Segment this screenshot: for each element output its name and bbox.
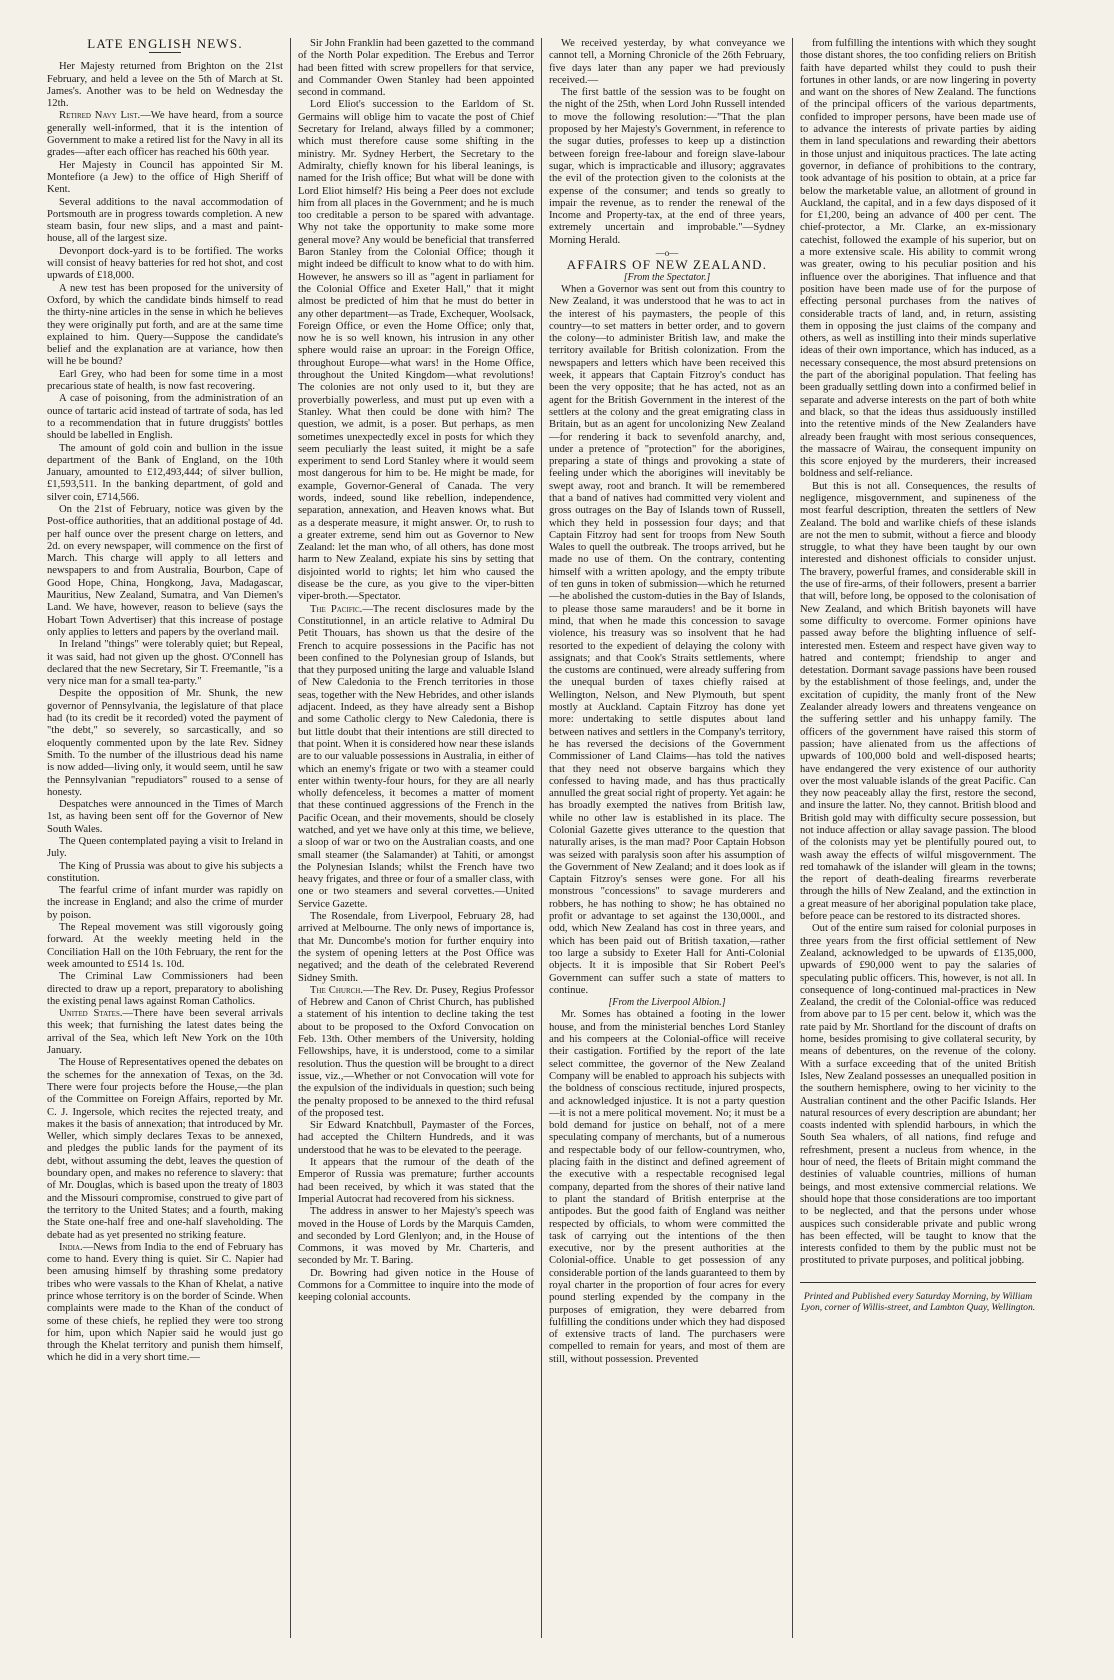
article-paragraph: The amount of gold coin and bullion in the issue department of the Bank of England, on the 10th January, amounted to £12,493,444; of silver bullion, £1,593,511. In the banking department, of gold and silver coin, £714,566. xyxy=(47,442,283,503)
article-paragraph: When a Governor was sent out from this country to New Zealand, it was understood that he was to act in the interest of his paymasters, the people of this country—to set matters in better order, and to govern the colony—to administer British law, and make the territory available for British colonization. From the newspapers and letters which have been received this week, it appears that Captain Fitzroy's conduct has been the very opposite; that he has acted, not as an agent for the British Government in the interest of the settlers at the colony and the great emigrating class in Britain, but as an agent for uncolonizing New Zealand—for rendering it back to sevenfold anarchy, and, under a pretence of "protection" for the aborigines, preparing a state of things and provoking a state of feeling under which the aborigines will inevitably be swept away, root and branch. It will be remembered that a band of natives had committed very violent and gross outrages on the Bay of Islands town of Russell, which they held in possession four days; and that Captain Fitzroy had sent for troops from New South Wales to quell the outbreak. The troops arrived, but he made no use of them. On the contrary, contenting himself with a written apology, and the empty tribute of ten guns in token of submission—which he returned—he abolished the custom-duties in the Bay of Islands, to please those same marauders! and be it borne in mind, that when he made this concession to savage violence, his treasury was so insolvent that he had resorted to the expedient of delaying the colony with assignats; and that Cook's Straits settlements, where the customs are continued, were already suffering from the unequal burden of taxes chiefly raised at Wellington, Nelson, and New Plymouth, but spent mostly at Auckland. Captain Fitzroy has done yet more: undertaking to settle disputes about land between natives and settlers in the Company's territory, he has reversed the decisions of the Government Commissioner of Land Claims—has told the natives that they need not observe bargains which they confessed to having made, and has thus practically annulled the great social right of property. Yet again: he has broadly exempted the natives from British law, while no other law is established in its place. The Colonial Gazette gives utterance to the question that naturally arises, is the man mad? Poor Captain Hobson was seized with paralysis soon after his assumption of the Government of New Zealand; and it does look as if Captain Fitzroy's senses were gone. For all his monstrous "concessions" to savage murderers and robbers, he has nothing to show; he has obtained no profit or advantage to set against the 130,000l., and odd, which New Zealand has cost in three years, and which has been paid out of British taxation,—rather too large a subsidy to Exeter Hall for Anti-Colonial objects. It it is imposible that Sir Robert Peel's Government can suffer such a state of matters to continue. xyxy=(549,283,785,996)
article-paragraph: The address in answer to her Majesty's speech was moved in the House of Lords by the Marquis Camden, and seconded by Lord Glenlyon; and, in the House of Commons, it was moved by Mr. Charteris, and seconded by Mr. T. Baring. xyxy=(298,1206,534,1267)
article-paragraph: Dr. Bowring had given notice in the House of Commons for a Committee to inquire into the mode of keeping colonial accounts. xyxy=(298,1267,534,1304)
article-paragraph: Several additions to the naval accommodation of Portsmouth are in progress towards completion. A new steam basin, four new slips, and a mast and paint-house, all of the largest size. xyxy=(47,196,283,245)
article-paragraph: Out of the entire sum raised for colonial purposes in three years from the first official settlement of New Zealand, acknowledged to be upwards of £135,000, upwards of £90,000 went to pay the salaries of speculating public officers. This, however, is not all. In consequence of long-continued mal-practices in New Zealand, the credit of the Colonial-office was reduced from above par to 15 per cent. below it, which was the rate paid by Mr. Shortland for the discount of drafts on home, besides promising to give collateral security, by means of debentures, on the revenue of the colony. With a surface exceeding that of the united British Isles, New Zealand possesses an unequalled position in the southern hemisphere, owing to her vicinity to the Australian continent and the other Pacific Islands. Her natural resources of every description are abundant; her coasts indented with splendid harbours, in which the South Sea whalers, of all nations, find refuge and refreshment, present a nucleus from whence, in the hour of need, the fleets of Britain might command the destinies of valuable countries, millions of human beings, and most extensive commercial relations. We should hope that those considerations are too important to be neglected, and that the persons under whose auspices such considerable private and public wrong has been effected, will be taught to know that the interests confided to them by the public must not be prostituted to private purposes, and political jobbing. xyxy=(800,923,1036,1267)
section-title: AFFAIRS OF NEW ZEALAND. xyxy=(566,257,768,273)
article-paragraph: Lord Eliot's succession to the Earldom of St. Germains will oblige him to vacate the post of Chief Secretary for Ireland, always filled by a commoner; which must therefore cause some shifting in the ministry. Mr. Sydney Herbert, the Secretary to the Admiralty, chiefly known for his liberal leanings, is named for the Irish office; But what will be done with Lord Eliot himself? His being a Peer does not exclude him from all places in the Government; and he is much too creditable a person to be spared with advantage. Why not take the opportunity to make some more general move? Any would be beneficial that transferred Baron Stanley from the Colonial Office; though it might indeed be difficult to know what to do with him. However, he answers so ill as "agent in parliament for the Colonial Office and Exeter Hall," that it might almost be predicted of him that he must do better in any other department—as Trade, Exchequer, Woolsack, Foreign Office, or even the Home Office; only that, now he is so well known, his intrusion in any other sphere would raise an uproar: in the Foreign Office, throughout Europe—what wars! in the Home Office, throughout the United Kingdom—what revolutions! The colonies are not only used to it, but they are proverbially powerless, and must put up even with a Stanley. What then could be done with him? The question, we admit, is a poser. But perhaps, as men sometimes unexpectedly excel in posts for which they seem peculiarly the least suited, it might be a safe experiment to send Lord Stanley where it would seem most dangerous for him to be. He might be made, for example, Governor-General of Canada. The very words, indeed, sound like rebellion, independence, separation, annexation, and Heaven knows what. But as a desperate measure, it might answer. Or, to rush to a greater extreme, send him out as Governor to New Zealand: let the man who, of all others, has done most harm to New Zealand, expiate his sins by setting that disjointed world to rights; let him who caused the disease be the cure, as you give to the viper-bitten viper-broth.—Spectator. xyxy=(298,99,534,603)
article-paragraph: But this is not all. Consequences, the results of negligence, misgovernment, and supineness of the most fearful description, threaten the settlers of New Zealand. The bold and warlike chiefs of these islands are not the men to submit, without a fierce and bloody struggle, to what they have been taught by our own interested and dishonest officials to consider unjust. The bravery, powerful frames, and considerable skill in the use of fire-arms, of their followers, present a barrier that will, before long, be opposed to the colonisation of New Zealand, and which British bayonets will have some difficulty to overcome. Former opinions have passed away before the blighting influence of self-interested men. Esteem and respect have given way to hatred and contempt; friendship to anger and detestation. Dormant savage passions have been roused by the establishment of those feelings, and, under the excitation of cupidity, the manly front of the New Zealander already lowers and threatens vengeance on the suffering settler and his unhappy family. The officers of the government have raised this storm of passion; have alienated from us the affections of upwards of 100,000 bold and well-disposed hearts; have endangered the very existence of our authority over the most valuable islands of the great Pacific. Can they now peaceably allay the first, restore the second, and insure the latter. No, they cannot. British blood and British gold may with difficulty secure possession, but not induce affection or allay savage passion. The blood of the colonists may yet be plentifully poured out, to wash away the effects of wilful misgovernment. The red tomahawk of the islander will gleam in the towns; the report of death-dealing firearms reverberate through the hills of New Zealand, and the extinction in a great measure of her aboriginal population take place, before peace can be restored to its distracted shores. xyxy=(800,480,1036,923)
article-paragraph: Retired Navy List.—We have heard, from a source generally well-informed, that it is the intention of Government to make a retired list for the Navy in all its grades—after each officer has reached his 60th year. xyxy=(47,110,283,159)
article-paragraph: It appears that the rumour of the death of the Emperor of Russia was premature; further accounts had been received, by which it was stated that the Imperial Autocrat had recovered from his sickness. xyxy=(298,1157,534,1205)
article-paragraph: The Queen contemplated paying a visit to Ireland in July. xyxy=(47,836,283,860)
article-paragraph: Her Majesty in Council has appointed Sir M. Montefiore (a Jew) to the office of High Sheriff of Kent. xyxy=(47,159,283,196)
article-paragraph: The King of Prussia was about to give his subjects a constitution. xyxy=(47,860,283,884)
section-ornament: —o— xyxy=(655,248,679,259)
article-paragraph: Despatches were announced in the Times of March 1st, as having been sent off for the Governor of New South Wales. xyxy=(47,799,283,835)
section-lead: United States. xyxy=(59,1008,123,1020)
article-paragraph: The Rosendale, from Liverpool, February 28, had arrived at Melbourne. The only news of importance is, that Mr. Duncombe's motion for further enquiry into the system of opening letters at the Post Office was negatived; and the death of the celebrated Reverend Sidney Smith. xyxy=(298,911,534,984)
column-2 xyxy=(291,38,541,1638)
section-lead: The Pacific. xyxy=(310,603,363,615)
column-1 xyxy=(40,38,290,1638)
article-paragraph: India.—News from India to the end of February has come to hand. Every thing is quiet. Sir C. Napier had been amusing himself by thrashing some predatory tribes who were vassals to the Khan of Khelat, a native prince whose territory is on the border of Scinde. When complaints were made to the Khan of the conduct of some of these chiefs, he replied they were too strong for him, upon which Napier said he would just go through the Khelat territory and punish them himself, which he did in a very short time.— xyxy=(47,1241,283,1364)
article-paragraph: The Criminal Law Commissioners had been directed to draw up a report, preparatory to abolishing the existing penal laws against Roman Catholics. xyxy=(47,971,283,1007)
article-paragraph: The first battle of the session was to be fought on the night of the 25th, when Lord John Russell intended to move the following resolution:—"That the plan proposed by her Majesty's Government, in reference to the sugar duties, professes to keep up a distinction between foreign free-labour and foreign slave-labour sugar, which is impracticable and illusory; aggravates the evil of the protection given to the colonists at the expense of the consumer; and tends so greatly to impair the revenue, as to render the renewal of the Income and Property-tax, at the end of three years, extremely uncertain and improbable."—Sydney Morning Herald. xyxy=(549,87,785,246)
article-paragraph: Sir John Franklin had been gazetted to the command of the North Polar expedition. The Erebus and Terror had been fitted with screw propellers for that service, and Commander Owen Stanley had been appointed second in command. xyxy=(298,38,534,99)
article-paragraph: A case of poisoning, from the administration of an ounce of tartaric acid instead of tartrate of soda, has led to a recommendation that in future druggists' bottles should be labelled in English. xyxy=(47,393,283,442)
article-paragraph: Sir Edward Knatchbull, Paymaster of the Forces, had accepted the Chiltern Hundreds, and it was understood that he was to be elevated to the peerage. xyxy=(298,1120,534,1156)
article-paragraph: United States.—There have been several arrivals this week; that furnishing the latest dates being the arrival of the Sea, which left New York on the 10th January. xyxy=(47,1008,283,1057)
imprint: Printed and Published every Saturday Morning, by William Lyon, corner of Willis-street, and Lambton Quay, Wellington. xyxy=(800,1282,1036,1314)
source-line: [From the Spectator.] xyxy=(623,271,711,283)
article-paragraph: The House of Representatives opened the debates on the schemes for the annexation of Texas, on the 3d. There were four projects before the House,—the plan of the Committee on Foreign Affairs, reported by Mr. C. J. Ingersole, which recites the rejected treaty, and makes it the basis of annexation; that introduced by Mr. Weller, which simply declares Texas to be annexed, and pledges the public lands for the payment of its debt, without assuming the debt, leaves the question of boundary open, and makes no reference to slavery: that of Mr. Douglas, which is based upon the treaty of 1803 and the Missouri compromise, construed to give part of the territory to the United States; and a fourth, making the State one-half free and one-half slaveholding. The debate had as yet presented no striking feature. xyxy=(47,1057,283,1241)
article-paragraph: A new test has been proposed for the university of Oxford, by which the candidate binds himself to read the thirty-nine articles in the sense in which he believes they were originally put forth, and are at the same time explained to him. Query—Suppose the candidate's belief and the explanation are at variance, how then will he be bound? xyxy=(47,282,283,368)
article-paragraph: We received yesterday, by what conveyance we cannot tell, a Morning Chronicle of the 26th February, five days later than any paper we had previously received.— xyxy=(549,38,785,86)
article-paragraph: Earl Grey, who had been for some time in a most precarious state of health, is now fast recovering. xyxy=(47,368,283,393)
article-paragraph: On the 21st of February, notice was given by the Post-office authorities, that an additional postage of 4d. per half ounce over the present charge on letters, and 2d. on every newspaper, will commence on the first of March. This charge will apply to all letters and newspapers to and from Australia, Bourbon, Cape of Good Hope, China, Hongkong, Java, Madagascar, Mauritius, New Zealand, Sumatra, and Van Diemen's Land. We have, however, reason to believe (says the Hobart Town Advertiser) that this increase of postage only applies to letters and papers by the overland mail. xyxy=(47,503,283,638)
article-paragraph: The fearful crime of infant murder was rapidly on the increase in England; and also the crime of murder by poison. xyxy=(47,885,283,921)
section-lead: India. xyxy=(59,1241,83,1253)
page-title: LATE ENGLISH NEWS. xyxy=(87,38,243,51)
article-paragraph: from fulfilling the intentions with which they sought those distant shores, the too confiding reliers on British faith have departed whilst they could to push their fortunes in other lands, or are now lingering in poverty and want on the shores of New Zealand. The functions of the principal officers of the various departments, confided to improper persons, have been made use of to advance the interests of private parties by aiding them in land speculations and rewarding their abettors in those unjust and iniquitous practices. The late acting governor, in defiance of prohibitions to the contrary, took advantage of his position to obtain, at a price far below the marketable value, an allotment of ground in Auckland, the capital, and in a few days disposed of it for £1,200, being an advance of 400 per cent. The chief-protector, a Mr. Clarke, an ex-missionary catechist, followed the example of his superior, but on a more extensive scale. His ability to commit wrong was greater, owing to his peculiar position and his influence over the aborigines. That influence and that position have been made use of for the purpose of effecting personal purchases from the natives of considerable tracts of land, and, in return, assisting them in opposing the just claims of the company and others, as well as instilling into their minds superlative ideas of their own importance, which has induced, as a necessary consequence, the most absurd pretensions on the part of the aboriginal population. That feeling has been gradually settling down into a confirmed belief in separate and adverse interests on the part of both white and black, so that the ideas thus assiduously instilled into the retentive minds of the New Zealanders have already been fraught with most serious consequences, the massacre of Wairau, the consequent impunity on this score enjoyed by the murderers, their increased boldness and self-reliance. xyxy=(800,38,1036,480)
section-lead: Retired Navy List. xyxy=(59,110,141,122)
section-lead: The Church. xyxy=(310,984,364,996)
source-line: [From the Liverpool Albion.] xyxy=(608,997,726,1009)
article-paragraph: Despite the opposition of Mr. Shunk, the new governor of Pennsylvania, the legislature of that place had (to its credit be it recorded) voted the payment of "the debt," so severely, so sarcastically, and so eloquently commented upon by the late Rev. Sidney Smith. To the number of the illustrious dead his name is now added—living only, it would seem, until he saw the Pennsylvanian "repudiators" roused to a sense of honesty. xyxy=(47,688,283,798)
article-paragraph: The Church.—The Rev. Dr. Pusey, Regius Professor of Hebrew and Canon of Christ Church, has published a statement of his intention to decline taking the test about to be proposed to the Oxford Convocation on Feb. 13th. Other members of the University, holding Fellowships, have, it is understood, come to a similar resolution. Thus the question will be brought to a direct issue, viz.,—Whether or not Convocation will vote for the expulsion of the individuals in question; such being the penalty proposed to be annexed to the third refusal of the proposed test. xyxy=(298,984,534,1119)
article-paragraph: The Pacific.—The recent disclosures made by the Constitutionnel, in an article relative to Admiral Du Petit Thouars, has shown us that the desire of the French to acquire possessions in the Pacific has not been confined to the Polynesian group of Islands, but that they purposed uniting the large and valuable Island of New Caledonia to the French territories in those seas, together with the New Hebrides, and other islands adjacent. Indeed, as they have already sent a Bishop and some Catholic clergy to New Caledonia, there is but little doubt that their intentions are still directed to that point. When it is considered how near these islands are to our valuable possessions in Australia, in either of which an enemy's frigate or two with a steamer could enter within twenty-four hours, for they are all nearly wholly defenceless, it becomes a matter of moment that these continued aggressions of the French in the Pacific Ocean, and their movements, should be closely watched, and yet we have only at this time, we believe, a sloop of war or two on the Australian coasts, and one small steamer (the Salamander) at Tahiti, or amongst the Polynesian Islands; whilst the French have two heavy frigates, and three or four of a smaller class, with one or two steamers and several corvettes.—United Service Gazette. xyxy=(298,603,534,910)
title-rule xyxy=(149,52,181,53)
column-4 xyxy=(793,38,1043,1638)
article-paragraph: Mr. Somes has obtained a footing in the lower house, and from the ministerial benches Lord Stanley and his compeers at the Colonial-office will receive their castigation. Fortified by the report of the late select committee, the governor of the New Zealand Company will be enabled to approach his subjects with the boldness of conscious rectitude, injured prospects, and acknowledged injustice. It is not a party question—it is not a mere political movement. No; it must be a bold demand for justice on behalf, not of a mere speculating company of merchants, but of a numerous and respectable body of our fellow-countrymen, who, placing faith in the distinct and defined agreement of the executive with a respectable recognised legal company, departed from the shores of their native land to plant the standard of British enterprise at the antipodes. But the good faith of England was neither respected by officials, to whom were committed the task of carrying out the intentions of the then executive, nor by the present authorities at the Colonial-office. Unable to get possession of any considerable portion of the lands guaranteed to them by royal charter in the proportion of four acres for every pound sterling expended by the company in the purposes of emigration, they were debarred from fulfilling the conditions under which they had disposed of extensive tracts of land. The purchasers were compelled to remain for years, and most of them are still, without possession. Prevented xyxy=(549,1009,785,1365)
article-paragraph: The Repeal movement was still vigorously going forward. At the weekly meeting held in the Conciliation Hall on the 10th February, the rent for the week amounted to £514 1s. 10d. xyxy=(47,922,283,970)
article-paragraph: In Ireland "things" were tolerably quiet; but Repeal, it was said, had not given up the ghost. O'Connell has declared that the new Secretary, Sir T. Freemantle, "is a very nice man for a small tea-party." xyxy=(47,639,283,688)
column-3 xyxy=(542,38,792,1638)
article-paragraph: Devonport dock-yard is to be fortified. The works will consist of heavy batteries for red hot shot, and cost upwards of £18,000. xyxy=(47,245,283,282)
article-paragraph: Her Majesty returned from Brighton on the 21st February, and held a levee on the 5th of March at St. James's. Another was to be held on Wednesday the 12th. xyxy=(47,61,283,110)
